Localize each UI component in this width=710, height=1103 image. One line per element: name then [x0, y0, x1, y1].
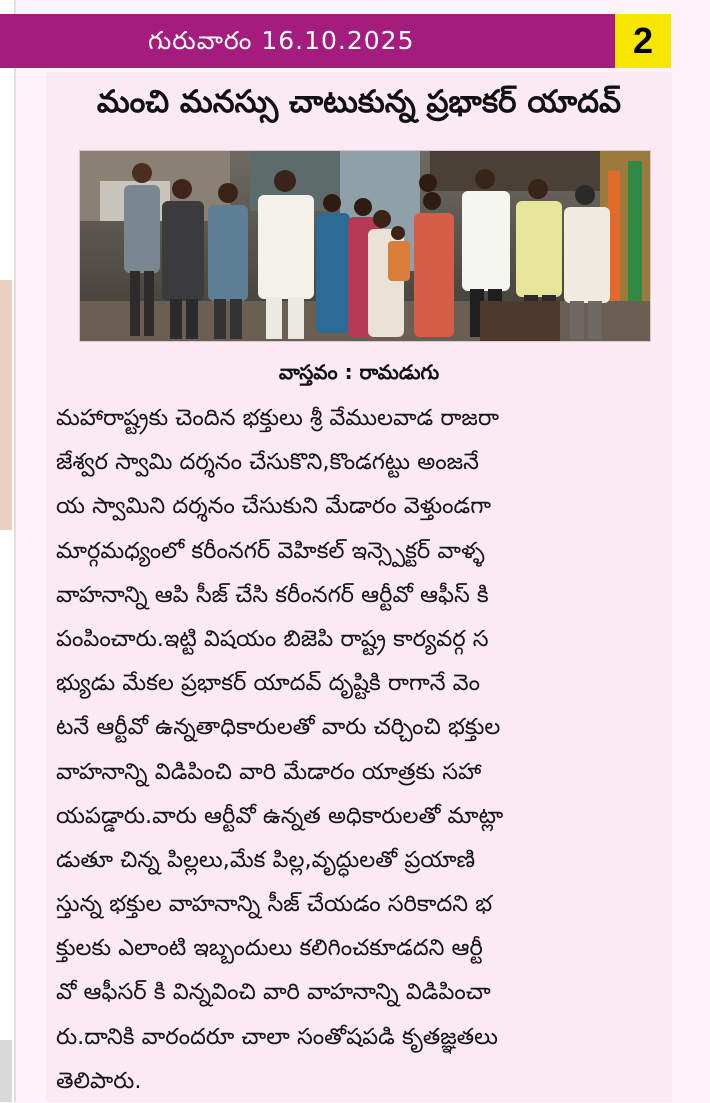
body-line: క్తులకు ఎలాంటి ఇబ్బందులు కలిగించకూడదని ఆర్టీ — [56, 935, 483, 962]
page-number: 2 — [615, 14, 671, 68]
body-line: వాహనాన్ని విడిపించి వారి మేడారం యాత్రకు సహా — [56, 758, 482, 785]
body-line: యపడ్డారు.వారు ఆర్టీవో ఉన్నత అధికారులతో మాట్లా — [56, 802, 504, 829]
article-headline: మంచి మనస్సు చాటుకున్న ప్రభాకర్ యాదవ్ — [96, 84, 622, 120]
body-line: వాహనాన్ని ఆపి సీజ్ చేసి కరీంనగర్ ఆర్టీవో ఆఫీస్ కి — [56, 581, 489, 608]
body-line: జేశ్వర స్వామి దర్శనం చేసుకొని,కొండగట్టు అంజనే — [56, 449, 479, 476]
issue-date: గురువారం 16.10.2025 — [148, 26, 415, 55]
group-photo-illustration — [80, 151, 650, 341]
body-line: టనే ఆర్టీవో ఉన్నతాధికారులతో వారు చర్చించి భక్తుల — [56, 714, 501, 741]
body-line: వో ఆఫీసర్ కి విన్నవించి వారి వాహనాన్ని విడిపించా — [56, 979, 491, 1006]
article-body — [56, 396, 662, 1103]
body-line: య స్వామిని దర్శనం చేసుకుని మేడారం వెళ్తుండగా — [56, 493, 491, 520]
adjacent-column-edge — [0, 0, 16, 1102]
body-line: రు.దానికి వారందరూ చాలా సంతోషపడి కృతజ్ఞతలు — [56, 1023, 498, 1050]
group-photo — [79, 150, 651, 342]
body-line: భ్యుడు మేకల ప్రభాకర్ యాదవ్ దృష్టికి రాగానే వెం — [56, 670, 481, 697]
body-line: డుతూ చిన్న పిల్లలు,మేక పిల్ల,వృద్ధులతో ప్రయాణి — [56, 846, 476, 873]
adjacent-photo-fragment-bottom — [0, 1040, 12, 1102]
body-line: మార్గమధ్యంలో కరీంనగర్ వెహికల్ ఇన్స్పెక్టర్ వాళ్ళ — [56, 537, 485, 564]
body-line: తెలిపారు. — [56, 1067, 142, 1094]
body-line: స్తున్న భక్తుల వాహనాన్ని సీజ్ చేయడం సరికాదని భ — [56, 891, 493, 918]
body-line: మహారాష్ట్రకు చెందిన భక్తులు శ్రీ వేములవాడ రాజరా — [56, 405, 499, 431]
article-dateline: వాస్తవం : రామడుగు — [278, 360, 440, 384]
body-line: పంపించారు.ఇట్టి విషయం బిజెపి రాష్ట్ర కార్యవర్గ స — [56, 625, 489, 652]
adjacent-photo-fragment — [0, 280, 12, 530]
